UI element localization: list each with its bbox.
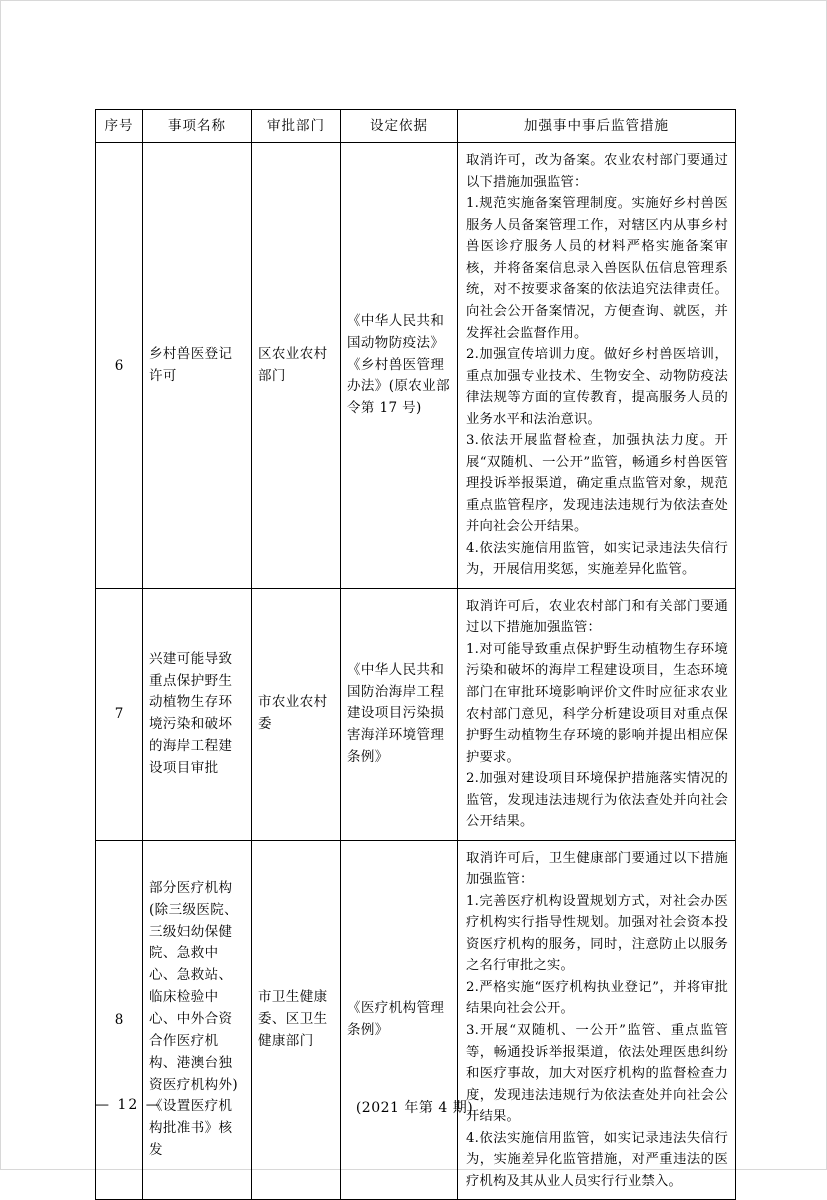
row-measures: 取消许可后，农业农村部门和有关部门要通过以下措施加强监管： 1.对可能导致重点保护野生动植物生存环境污染和破坏的海岸工程建设项目，生态环境部门在审批环境影响评价文件时应征求农业农村部门意见，科学分析建设项目对重点保护野生动植物生存环境的影响并提出相应保护要求。 2.加强对建设项目环境保护措施落实情况的监管，发现违法违规行为依法查处并向社会公开结果。 bbox=[458, 588, 736, 840]
table-header-row bbox=[96, 110, 736, 143]
row-approval-dept: 市农业农村委 bbox=[252, 588, 341, 840]
row-number: 6 bbox=[96, 143, 143, 589]
header-cell-no: 序号 bbox=[96, 110, 143, 143]
table-row bbox=[96, 143, 736, 589]
row-item-name: 乡村兽医登记许可 bbox=[143, 143, 252, 589]
row-item-name: 兴建可能导致重点保护野生动植物生存环境污染和破坏的海岸工程建设项目审批 bbox=[143, 588, 252, 840]
row-item-name: 部分医疗机构(除三级医院、三级妇幼保健院、急救中心、急救站、临床检验中心、中外合资合作医疗机构、港澳台独资医疗机构外)《设置医疗机构批准书》核发 bbox=[143, 840, 252, 1200]
row-basis: 《中华人民共和国动物防疫法》《乡村兽医管理办法》(原农业部令第 17 号) bbox=[341, 143, 458, 589]
header-cell-basis: 设定依据 bbox=[341, 110, 458, 143]
regulation-table bbox=[95, 109, 736, 1200]
row-basis: 《医疗机构管理条例》 bbox=[341, 840, 458, 1200]
row-number: 8 bbox=[96, 840, 143, 1200]
page-footer bbox=[1, 1097, 826, 1117]
header-cell-measures: 加强事中事后监管措施 bbox=[458, 110, 736, 143]
header-cell-item-name: 事项名称 bbox=[143, 110, 252, 143]
table-body bbox=[96, 143, 736, 1200]
page-number: — 12 — bbox=[95, 1097, 162, 1113]
table-row bbox=[96, 588, 736, 840]
row-number: 7 bbox=[96, 588, 143, 840]
row-measures: 取消许可，改为备案。农业农村部门要通过以下措施加强监管： 1.规范实施备案管理制度。实施好乡村兽医服务人员备案管理工作，对辖区内从事乡村兽医诊疗服务人员的材料严格实施备案审核，并将备案信息录入兽医队伍信息管理系统，对不按要求备案的依法追究法律责任。向社会公开备案情况，方便查询、就医，并发挥社会监督作用。 2.加强宣传培训力度。做好乡村兽医培训，重点加强专业技术、生物安全、动物防疫法律法规等方面的宣传教育，提高服务人员的业务水平和法治意识。 3.依法开展监督检查，加强执法力度。开展“双随机、一公开”监管，畅通乡村兽医管理投诉举报渠道，确定重点监管对象，规范重点监管程序，发现违法违规行为依法查处并向社会公开结果。 4.依法实施信用监管，如实记录违法失信行为，开展信用奖惩，实施差异化监管。 bbox=[458, 143, 736, 589]
row-approval-dept: 区农业农村部门 bbox=[252, 143, 341, 589]
table-header bbox=[96, 110, 736, 143]
header-cell-approval-dept: 审批部门 bbox=[252, 110, 341, 143]
issue-label: (2021 年第 4 期) bbox=[355, 1100, 474, 1116]
table-row bbox=[96, 840, 736, 1200]
row-basis: 《中华人民共和国防治海岸工程建设项目污染损害海洋环境管理条例》 bbox=[341, 588, 458, 840]
row-approval-dept: 市卫生健康委、区卫生健康部门 bbox=[252, 840, 341, 1200]
row-measures: 取消许可后，卫生健康部门要通过以下措施加强监管： 1.完善医疗机构设置规划方式，对社会办医疗机构实行指导性规划。加强对社会资本投资医疗机构的服务，同时，注意防止以服务之名行审批之实。 2.严格实施“医疗机构执业登记”，并将审批结果向社会公开。 3.开展“双随机、一公开”监管、重点监管等，畅通投诉举报渠道，依法处理医患纠纷和医疗事故，加大对医疗机构的监督检查力度，发现违法违规行为依法查处并向社会公开结果。 4.依法实施信用监管，如实记录违法失信行为，实施差异化监管措施，对严重违法的医疗机构及其从业人员实行行业禁入。 bbox=[458, 840, 736, 1200]
